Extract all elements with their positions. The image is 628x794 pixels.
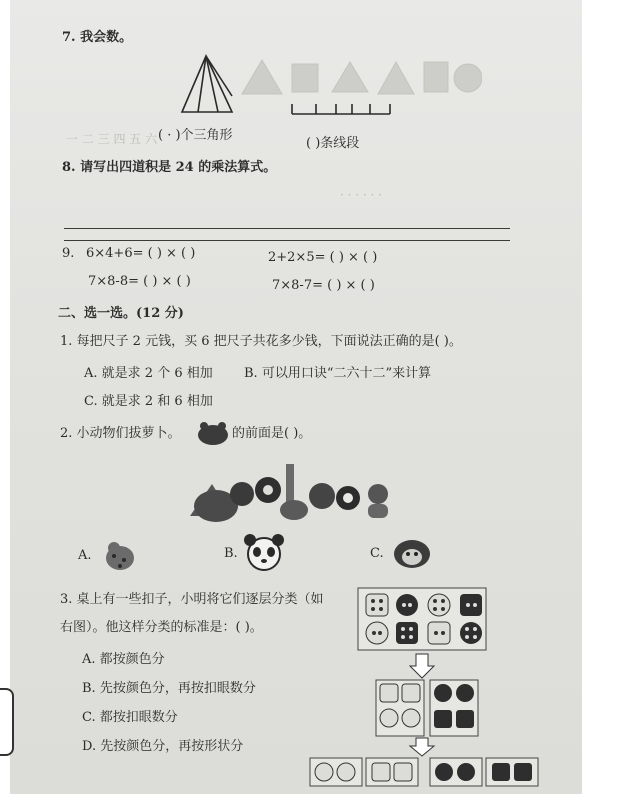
c3-option-b[interactable]: B. 先按颜色分，再按扣眼数分	[82, 681, 256, 696]
c1-stem: 1. 每把尺子 2 元钱，买 6 把尺子共花多少钱，下面说法正确的是( )。	[60, 334, 462, 349]
binding-tab-marker	[0, 688, 14, 756]
q9-equation-3[interactable]: 7×8-8= ( ) × ( )	[88, 274, 191, 289]
q9-equation-1[interactable]: 6×4+6= ( ) × ( )	[86, 246, 196, 261]
q8-title: 8. 请写出四道积是 24 的乘法算式。	[62, 160, 277, 175]
bleed-through-text: 一 二 三 四 五 六	[66, 132, 158, 146]
bleed-through-text: · · · · · ·	[340, 188, 382, 202]
section-2-title: 二、选一选。(12 分)	[58, 306, 184, 321]
c3-option-c[interactable]: C. 都按扣眼数分	[82, 710, 178, 725]
q9-label: 9.	[62, 246, 75, 261]
monkey-icon[interactable]	[390, 536, 434, 572]
q7-triangle-blank[interactable]: ( · )个三角形	[158, 128, 233, 143]
c3-option-d[interactable]: D. 先按颜色分，再按形状分	[82, 739, 244, 754]
animals-pulling-radish-icon	[182, 454, 408, 526]
c2-stem-end: 的前面是( )。	[232, 426, 312, 441]
q7-title: 7. 我会数。	[62, 30, 133, 45]
c1-option-b[interactable]: B. 可以用口诀“二六十二”来计算	[244, 366, 432, 381]
answer-line	[64, 240, 510, 241]
c3-option-a[interactable]: A. 都按颜色分	[82, 652, 165, 667]
c1-option-a[interactable]: A. 就是求 2 个 6 相加	[84, 366, 213, 381]
q9-equation-4[interactable]: 7×8-7= ( ) × ( )	[272, 278, 375, 293]
line-segment-figure-icon	[286, 96, 396, 122]
q7-segment-blank[interactable]: ( )条线段	[306, 136, 360, 151]
leopard-icon[interactable]	[100, 534, 140, 574]
c2-option-a-label[interactable]: A.	[78, 548, 92, 563]
panda-icon[interactable]	[242, 532, 286, 574]
exam-paper	[10, 0, 582, 794]
c2-stem-start: 2. 小动物们拔萝卜。	[60, 426, 181, 441]
c2-option-b-label[interactable]: B.	[224, 546, 238, 561]
c1-option-c[interactable]: C. 就是求 2 和 6 相加	[84, 394, 213, 409]
c3-stem-line1: 3. 桌上有一些扣子，小明将它们逐层分类（如	[60, 592, 324, 607]
button-sorting-diagram-icon	[300, 586, 544, 790]
c2-option-c-label[interactable]: C.	[370, 546, 384, 561]
q9-equation-2[interactable]: 2+2×5= ( ) × ( )	[268, 250, 378, 265]
bear-icon	[196, 420, 230, 446]
c3-stem-line2: 右图）。他这样分类的标准是：( )。	[60, 620, 263, 635]
answer-line	[64, 228, 510, 229]
triangle-figure-icon	[178, 52, 236, 116]
